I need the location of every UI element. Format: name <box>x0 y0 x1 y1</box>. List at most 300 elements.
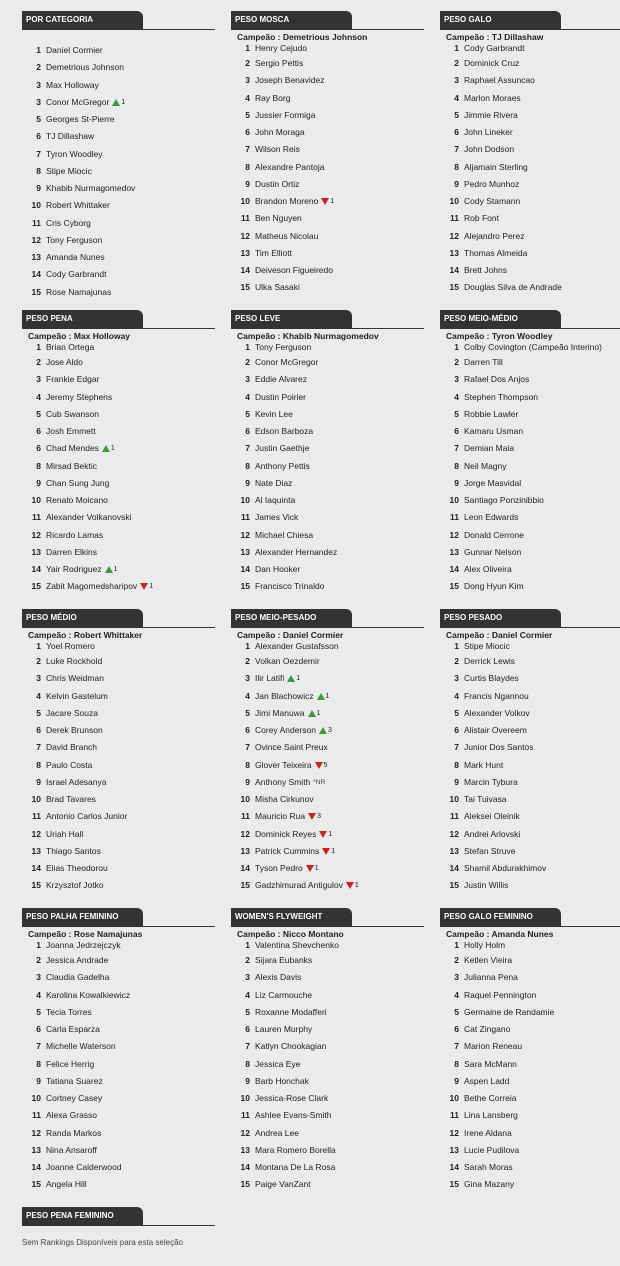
fighter-name[interactable]: Katlyn Chookagian <box>255 1041 327 1052</box>
fighter-name[interactable]: Cat Zingano <box>464 1024 511 1034</box>
ranking-row[interactable] <box>22 389 215 406</box>
fighter-name[interactable]: Alex Oliveira <box>464 564 512 574</box>
fighter-name[interactable]: James Vick <box>255 512 299 523</box>
ranking-row[interactable] <box>440 722 620 739</box>
fighter-name[interactable]: Conor McGregor <box>46 96 110 107</box>
section-title-tab[interactable]: POR CATEGORIA <box>22 11 143 29</box>
ranking-row[interactable] <box>440 509 620 526</box>
ranking-row[interactable] <box>440 72 620 89</box>
ranking-row[interactable] <box>231 90 424 107</box>
ranking-row[interactable] <box>22 860 215 877</box>
fighter-name[interactable]: Darren Till <box>464 357 503 367</box>
fighter-name[interactable]: Tony Ferguson <box>46 234 103 245</box>
fighter-name[interactable]: Randa Markos <box>46 1127 102 1138</box>
ranking-row[interactable] <box>440 653 620 670</box>
ranking-row[interactable] <box>231 176 424 193</box>
fighter-name[interactable]: Carla Esparza <box>46 1024 100 1034</box>
ranking-row[interactable] <box>440 210 620 227</box>
ranking-row[interactable] <box>231 791 424 808</box>
ranking-row[interactable] <box>231 406 424 423</box>
fighter-name[interactable]: Israel Adesanya <box>46 776 107 787</box>
ranking-row[interactable] <box>22 987 215 1004</box>
fighter-name[interactable]: Tony Ferguson <box>255 341 312 352</box>
section-title-tab[interactable]: PESO MEIO-PESADO <box>231 609 352 627</box>
fighter-name[interactable]: John Dodson <box>464 144 515 155</box>
ranking-row[interactable] <box>22 1021 215 1038</box>
ranking-row[interactable] <box>231 987 424 1004</box>
ranking-row[interactable] <box>440 860 620 877</box>
ranking-row[interactable] <box>440 1176 620 1193</box>
fighter-name[interactable]: Wilson Reis <box>255 144 300 155</box>
champion-name[interactable]: Max Holloway <box>73 331 131 341</box>
fighter-name[interactable]: Stefan Struve <box>464 845 516 856</box>
ranking-row[interactable] <box>231 860 424 877</box>
fighter-name[interactable]: Glover Teixeira <box>255 759 312 770</box>
fighter-name[interactable]: Al Iaquinta <box>255 495 296 505</box>
ranking-row[interactable] <box>440 791 620 808</box>
ranking-row[interactable] <box>440 688 620 705</box>
fighter-name[interactable]: Alexis Davis <box>255 972 302 983</box>
fighter-name[interactable]: Max Holloway <box>46 79 99 90</box>
ranking-row[interactable] <box>22 826 215 843</box>
fighter-name[interactable]: Alexander Hernandez <box>255 546 338 557</box>
fighter-name[interactable]: Germaine de Randamie <box>464 1006 555 1017</box>
fighter-name[interactable]: Uriah Hall <box>46 828 84 839</box>
ranking-row[interactable] <box>22 969 215 986</box>
ranking-row[interactable] <box>231 492 424 509</box>
ranking-row[interactable] <box>231 939 424 952</box>
fighter-name[interactable]: Sarah Moras <box>464 1162 513 1172</box>
fighter-name[interactable]: Rafael Dos Anjos <box>464 374 530 385</box>
fighter-name[interactable]: Derrick Lewis <box>464 656 516 666</box>
fighter-name[interactable]: Darren Elkins <box>46 546 98 557</box>
ranking-row[interactable] <box>231 757 424 774</box>
ranking-row[interactable] <box>440 1090 620 1107</box>
ranking-row[interactable] <box>231 1004 424 1021</box>
fighter-name[interactable]: Robbie Lawler <box>464 408 519 419</box>
ranking-row[interactable] <box>22 544 215 561</box>
ranking-row[interactable] <box>22 808 215 825</box>
section-title-tab[interactable]: PESO PENA <box>22 310 143 328</box>
fighter-name[interactable]: Ashlee Evans-Smith <box>255 1110 332 1121</box>
fighter-name[interactable]: Marlon Moraes <box>464 92 521 103</box>
fighter-name[interactable]: Stipe Miocic <box>464 640 510 651</box>
fighter-name[interactable]: Rob Font <box>464 213 499 224</box>
ranking-row[interactable] <box>22 705 215 722</box>
ranking-row[interactable] <box>22 475 215 492</box>
ranking-row[interactable] <box>440 1021 620 1038</box>
ranking-row[interactable] <box>440 262 620 279</box>
fighter-name[interactable]: Alexander Gustafsson <box>255 640 339 651</box>
fighter-name[interactable]: Gina Mazany <box>464 1179 515 1190</box>
ranking-row[interactable] <box>231 561 424 578</box>
fighter-name[interactable]: Khabib Nurmagomedov <box>46 183 136 193</box>
ranking-row[interactable] <box>440 757 620 774</box>
ranking-row[interactable] <box>440 1056 620 1073</box>
fighter-name[interactable]: Jacare Souza <box>46 707 98 718</box>
ranking-row[interactable] <box>231 826 424 843</box>
fighter-name[interactable]: Tyron Woodley <box>46 148 103 159</box>
fighter-name[interactable]: Marcin Tybura <box>464 776 518 787</box>
ranking-row[interactable] <box>440 1107 620 1124</box>
ranking-row[interactable] <box>440 774 620 791</box>
ranking-row[interactable] <box>22 440 215 457</box>
ranking-row[interactable] <box>231 440 424 457</box>
fighter-name[interactable]: Renato Moicano <box>46 495 108 505</box>
fighter-name[interactable]: David Branch <box>46 742 98 753</box>
fighter-name[interactable]: John Moraga <box>255 127 305 137</box>
ranking-row[interactable] <box>22 561 215 578</box>
ranking-row[interactable] <box>440 228 620 245</box>
champion-name[interactable]: Tyron Woodley <box>491 331 553 341</box>
fighter-name[interactable]: Patrick Cummins <box>255 845 320 856</box>
ranking-row[interactable] <box>231 653 424 670</box>
fighter-name[interactable]: Curtis Blaydes <box>464 673 519 684</box>
ranking-row[interactable] <box>231 475 424 492</box>
fighter-name[interactable]: Alexa Grasso <box>46 1110 98 1121</box>
ranking-row[interactable] <box>231 42 424 55</box>
ranking-row[interactable] <box>440 739 620 756</box>
fighter-name[interactable]: Ray Borg <box>255 92 291 103</box>
ranking-row[interactable] <box>440 55 620 72</box>
ranking-row[interactable] <box>22 1159 215 1176</box>
fighter-name[interactable]: Sara McMann <box>464 1058 517 1069</box>
ranking-row[interactable] <box>22 197 215 214</box>
fighter-name[interactable]: Jan Blachowicz <box>255 690 314 701</box>
ranking-row[interactable] <box>440 406 620 423</box>
fighter-name[interactable]: Elias Theodorou <box>46 863 108 873</box>
ranking-row[interactable] <box>22 952 215 969</box>
champion-name[interactable]: Demetrious Johnson <box>282 32 368 42</box>
fighter-name[interactable]: Daniel Cormier <box>46 45 103 55</box>
fighter-name[interactable]: Sergio Pettis <box>255 58 304 68</box>
fighter-name[interactable]: Tim Elliott <box>255 247 292 258</box>
fighter-name[interactable]: Jimi Manuwa <box>255 707 305 718</box>
fighter-name[interactable]: Donald Cerrone <box>464 529 525 540</box>
ranking-row[interactable] <box>22 94 215 111</box>
ranking-row[interactable] <box>440 969 620 986</box>
fighter-name[interactable]: Nate Diaz <box>255 477 293 488</box>
fighter-name[interactable]: Cris Cyborg <box>46 217 91 228</box>
fighter-name[interactable]: Angela Hill <box>46 1179 87 1190</box>
fighter-name[interactable]: Kevin Lee <box>255 408 293 419</box>
ranking-row[interactable] <box>231 1107 424 1124</box>
fighter-name[interactable]: Santiago Ponzinibbio <box>464 495 544 505</box>
fighter-name[interactable]: Junior Dos Santos <box>464 742 534 753</box>
fighter-name[interactable]: Anthony Pettis <box>255 460 310 471</box>
fighter-name[interactable]: Brian Ortega <box>46 341 95 352</box>
fighter-name[interactable]: Robert Whittaker <box>46 200 110 211</box>
fighter-name[interactable]: Alexandre Pantoja <box>255 161 325 172</box>
ranking-row[interactable] <box>22 232 215 249</box>
fighter-name[interactable]: Tai Tuivasa <box>464 794 507 804</box>
fighter-name[interactable]: Chris Weidman <box>46 673 104 684</box>
fighter-name[interactable]: Jimmie Rivera <box>464 109 518 120</box>
fighter-name[interactable]: Lucie Pudilova <box>464 1144 520 1155</box>
ranking-row[interactable] <box>231 722 424 739</box>
ranking-row[interactable] <box>440 808 620 825</box>
ranking-row[interactable] <box>231 262 424 279</box>
champion-name[interactable]: Daniel Cormier <box>282 630 344 640</box>
fighter-name[interactable]: Georges St-Pierre <box>46 114 115 124</box>
ranking-row[interactable] <box>22 1107 215 1124</box>
ranking-row[interactable] <box>440 670 620 687</box>
ranking-row[interactable] <box>231 705 424 722</box>
fighter-name[interactable]: Leon Edwards <box>464 512 519 523</box>
fighter-name[interactable]: Joseph Benavidez <box>255 75 325 86</box>
fighter-name[interactable]: Jessica Eye <box>255 1058 301 1069</box>
fighter-name[interactable]: Justin Willis <box>464 880 509 891</box>
fighter-name[interactable]: Anthony Smith <box>255 776 311 787</box>
fighter-name[interactable]: Bethe Correia <box>464 1093 517 1103</box>
ranking-row[interactable] <box>440 1038 620 1055</box>
fighter-name[interactable]: Gadzhimurad Antigulov <box>255 880 343 891</box>
ranking-row[interactable] <box>22 509 215 526</box>
fighter-name[interactable]: Henry Cejudo <box>255 42 307 53</box>
ranking-row[interactable] <box>440 578 620 595</box>
ranking-row[interactable] <box>231 228 424 245</box>
fighter-name[interactable]: Montana De La Rosa <box>255 1162 336 1172</box>
fighter-name[interactable]: Ben Nguyen <box>255 213 302 224</box>
champion-name[interactable]: TJ Dillashaw <box>491 32 544 42</box>
fighter-name[interactable]: Holly Holm <box>464 939 506 950</box>
fighter-name[interactable]: Neil Magny <box>464 460 507 471</box>
ranking-row[interactable] <box>440 1142 620 1159</box>
fighter-name[interactable]: Michelle Waterson <box>46 1041 116 1052</box>
ranking-row[interactable] <box>440 705 620 722</box>
ranking-row[interactable] <box>231 952 424 969</box>
ranking-row[interactable] <box>231 1056 424 1073</box>
fighter-name[interactable]: Dustin Ortiz <box>255 178 300 189</box>
fighter-name[interactable]: Michael Chiesa <box>255 529 314 540</box>
champion-name[interactable]: Rose Namajunas <box>73 929 143 939</box>
fighter-name[interactable]: Ulka Sasaki <box>255 282 300 293</box>
fighter-name[interactable]: Alexander Volkov <box>464 707 530 718</box>
fighter-name[interactable]: Cody Garbrandt <box>46 269 107 280</box>
ranking-row[interactable] <box>231 1159 424 1176</box>
ranking-row[interactable] <box>231 72 424 89</box>
ranking-row[interactable] <box>440 245 620 262</box>
ranking-row[interactable] <box>22 111 215 128</box>
champion-name[interactable]: Nicco Montano <box>282 929 344 939</box>
fighter-name[interactable]: Conor McGregor <box>255 357 319 367</box>
ranking-row[interactable] <box>22 1142 215 1159</box>
ranking-row[interactable] <box>231 124 424 141</box>
fighter-name[interactable]: Aleksei Oleinik <box>464 811 520 822</box>
ranking-row[interactable] <box>22 939 215 952</box>
section-title-tab[interactable]: PESO GALO FEMININO <box>440 908 561 926</box>
ranking-row[interactable] <box>22 42 215 59</box>
ranking-row[interactable] <box>440 1004 620 1021</box>
champion-name[interactable]: Amanda Nunes <box>491 929 554 939</box>
ranking-row[interactable] <box>22 77 215 94</box>
ranking-row[interactable] <box>440 939 620 952</box>
fighter-name[interactable]: Edson Barboza <box>255 426 314 436</box>
ranking-row[interactable] <box>231 1021 424 1038</box>
ranking-row[interactable] <box>440 124 620 141</box>
fighter-name[interactable]: Barb Honchak <box>255 1075 309 1086</box>
fighter-name[interactable]: Pedro Munhoz <box>464 178 520 189</box>
fighter-name[interactable]: Jorge Masvidal <box>464 477 522 488</box>
ranking-row[interactable] <box>22 492 215 509</box>
fighter-name[interactable]: Zabit Magomedsharipov <box>46 581 138 592</box>
ranking-row[interactable] <box>440 159 620 176</box>
fighter-name[interactable]: Joanna Jedrzejczyk <box>46 939 121 950</box>
fighter-name[interactable]: Chan Sung Jung <box>46 477 110 488</box>
ranking-row[interactable] <box>440 952 620 969</box>
ranking-row[interactable] <box>231 688 424 705</box>
fighter-name[interactable]: Misha Cirkunov <box>255 794 314 804</box>
fighter-name[interactable]: Mark Hunt <box>464 759 504 770</box>
ranking-row[interactable] <box>440 877 620 894</box>
fighter-name[interactable]: Claudia Gadelha <box>46 972 110 983</box>
fighter-name[interactable]: Frankie Edgar <box>46 374 100 385</box>
ranking-row[interactable] <box>22 284 215 301</box>
fighter-name[interactable]: Alexander Volkanovski <box>46 512 132 523</box>
fighter-name[interactable]: Irene Aldana <box>464 1127 512 1138</box>
ranking-row[interactable] <box>231 341 424 354</box>
ranking-row[interactable] <box>231 527 424 544</box>
ranking-row[interactable] <box>440 341 620 354</box>
section-title-tab[interactable]: WOMEN'S FLYWEIGHT <box>231 908 352 926</box>
ranking-row[interactable] <box>440 354 620 371</box>
fighter-name[interactable]: Cody Garbrandt <box>464 42 525 53</box>
ranking-row[interactable] <box>231 578 424 595</box>
fighter-name[interactable]: Derek Brunson <box>46 725 103 735</box>
ranking-row[interactable] <box>22 1056 215 1073</box>
ranking-row[interactable] <box>22 1004 215 1021</box>
ranking-row[interactable] <box>22 1038 215 1055</box>
fighter-name[interactable]: Nina Ansaroff <box>46 1144 97 1155</box>
ranking-row[interactable] <box>231 544 424 561</box>
ranking-row[interactable] <box>231 640 424 653</box>
ranking-row[interactable] <box>440 640 620 653</box>
fighter-name[interactable]: Kelvin Gastelum <box>46 690 108 701</box>
fighter-name[interactable]: Jose Aldo <box>46 357 83 367</box>
fighter-name[interactable]: Francis Ngannou <box>464 690 529 701</box>
fighter-name[interactable]: Paulo Costa <box>46 759 93 770</box>
ranking-row[interactable] <box>22 371 215 388</box>
fighter-name[interactable]: Corey Anderson <box>255 725 316 735</box>
fighter-name[interactable]: Stipe Miocic <box>46 165 92 176</box>
fighter-name[interactable]: Luke Rockhold <box>46 656 103 666</box>
fighter-name[interactable]: Deiveson Figueiredo <box>255 265 333 275</box>
fighter-name[interactable]: TJ Dillashaw <box>46 131 95 142</box>
ranking-row[interactable] <box>231 969 424 986</box>
fighter-name[interactable]: Roxanne Modafferi <box>255 1006 327 1017</box>
fighter-name[interactable]: Thiago Santos <box>46 845 101 856</box>
ranking-row[interactable] <box>22 341 215 354</box>
ranking-row[interactable] <box>440 90 620 107</box>
ranking-row[interactable] <box>440 492 620 509</box>
fighter-name[interactable]: Lauren Murphy <box>255 1024 313 1034</box>
ranking-row[interactable] <box>22 458 215 475</box>
ranking-row[interactable] <box>22 423 215 440</box>
fighter-name[interactable]: Rose Namajunas <box>46 286 112 297</box>
fighter-name[interactable]: Mara Romero Borella <box>255 1144 336 1155</box>
fighter-name[interactable]: Lina Lansberg <box>464 1110 518 1121</box>
fighter-name[interactable]: Yair Rodriguez <box>46 564 102 574</box>
ranking-row[interactable] <box>231 279 424 296</box>
ranking-row[interactable] <box>231 808 424 825</box>
fighter-name[interactable]: Cortney Casey <box>46 1093 103 1103</box>
fighter-name[interactable]: Yoel Romero <box>46 640 95 651</box>
ranking-row[interactable] <box>231 245 424 262</box>
fighter-name[interactable]: Antonio Carlos Junior <box>46 811 128 822</box>
fighter-name[interactable]: Chad Mendes <box>46 443 99 454</box>
fighter-name[interactable]: Felice Herrig <box>46 1058 95 1069</box>
fighter-name[interactable]: Volkan Oezdemir <box>255 656 320 666</box>
fighter-name[interactable]: Krzysztof Jotko <box>46 880 104 891</box>
ranking-row[interactable] <box>231 1125 424 1142</box>
ranking-row[interactable] <box>440 843 620 860</box>
fighter-name[interactable]: Jessica-Rose Clark <box>255 1093 329 1103</box>
fighter-name[interactable]: Jessica Andrade <box>46 955 109 965</box>
fighter-name[interactable]: Raphael Assuncao <box>464 75 535 86</box>
ranking-row[interactable] <box>231 1176 424 1193</box>
fighter-name[interactable]: Tatiana Suarez <box>46 1075 103 1086</box>
fighter-name[interactable]: Alistair Overeem <box>464 725 527 735</box>
ranking-row[interactable] <box>231 354 424 371</box>
champion-name[interactable]: Khabib Nurmagomedov <box>282 331 379 341</box>
ranking-row[interactable] <box>231 1073 424 1090</box>
ranking-row[interactable] <box>22 527 215 544</box>
ranking-row[interactable] <box>440 1159 620 1176</box>
ranking-row[interactable] <box>231 877 424 894</box>
ranking-row[interactable] <box>231 774 424 791</box>
fighter-name[interactable]: Aspen Ladd <box>464 1075 510 1086</box>
ranking-row[interactable] <box>22 640 215 653</box>
fighter-name[interactable]: Dominick Cruz <box>464 58 520 68</box>
fighter-name[interactable]: Demetrious Johnson <box>46 62 124 73</box>
ranking-row[interactable] <box>22 146 215 163</box>
fighter-name[interactable]: Mirsad Bektic <box>46 460 98 471</box>
fighter-name[interactable]: Kamaru Usman <box>464 426 524 436</box>
ranking-row[interactable] <box>231 141 424 158</box>
fighter-name[interactable]: Jeremy Stephens <box>46 391 113 402</box>
fighter-name[interactable]: Dustin Poirier <box>255 391 307 402</box>
ranking-row[interactable] <box>231 843 424 860</box>
ranking-row[interactable] <box>22 791 215 808</box>
ranking-row[interactable] <box>440 279 620 296</box>
ranking-row[interactable] <box>22 739 215 756</box>
fighter-name[interactable]: Ilir Latifi <box>255 673 285 684</box>
ranking-row[interactable] <box>22 180 215 197</box>
fighter-name[interactable]: Ovince Saint Preux <box>255 742 328 753</box>
ranking-row[interactable] <box>440 193 620 210</box>
fighter-name[interactable]: Dong Hyun Kim <box>464 581 524 592</box>
ranking-row[interactable] <box>231 193 424 210</box>
champion-name[interactable]: Robert Whittaker <box>73 630 143 640</box>
fighter-name[interactable]: Jussier Formiga <box>255 109 316 120</box>
fighter-name[interactable]: Shamil Abdurakhimov <box>464 863 547 873</box>
ranking-row[interactable] <box>440 527 620 544</box>
ranking-row[interactable] <box>440 371 620 388</box>
fighter-name[interactable]: Joanne Calderwood <box>46 1162 122 1172</box>
ranking-row[interactable] <box>231 107 424 124</box>
ranking-row[interactable] <box>440 176 620 193</box>
section-title-tab[interactable]: PESO PALHA FEMININO <box>22 908 143 926</box>
ranking-row[interactable] <box>231 423 424 440</box>
ranking-row[interactable] <box>22 249 215 266</box>
section-title-tab[interactable]: PESO LEVE <box>231 310 352 328</box>
ranking-row[interactable] <box>22 843 215 860</box>
ranking-row[interactable] <box>22 670 215 687</box>
fighter-name[interactable]: Matheus Nicolau <box>255 230 319 241</box>
fighter-name[interactable]: Sijara Eubanks <box>255 955 313 965</box>
fighter-name[interactable]: Valentina Shevchenko <box>255 939 339 950</box>
champion-name[interactable]: Daniel Cormier <box>491 630 553 640</box>
